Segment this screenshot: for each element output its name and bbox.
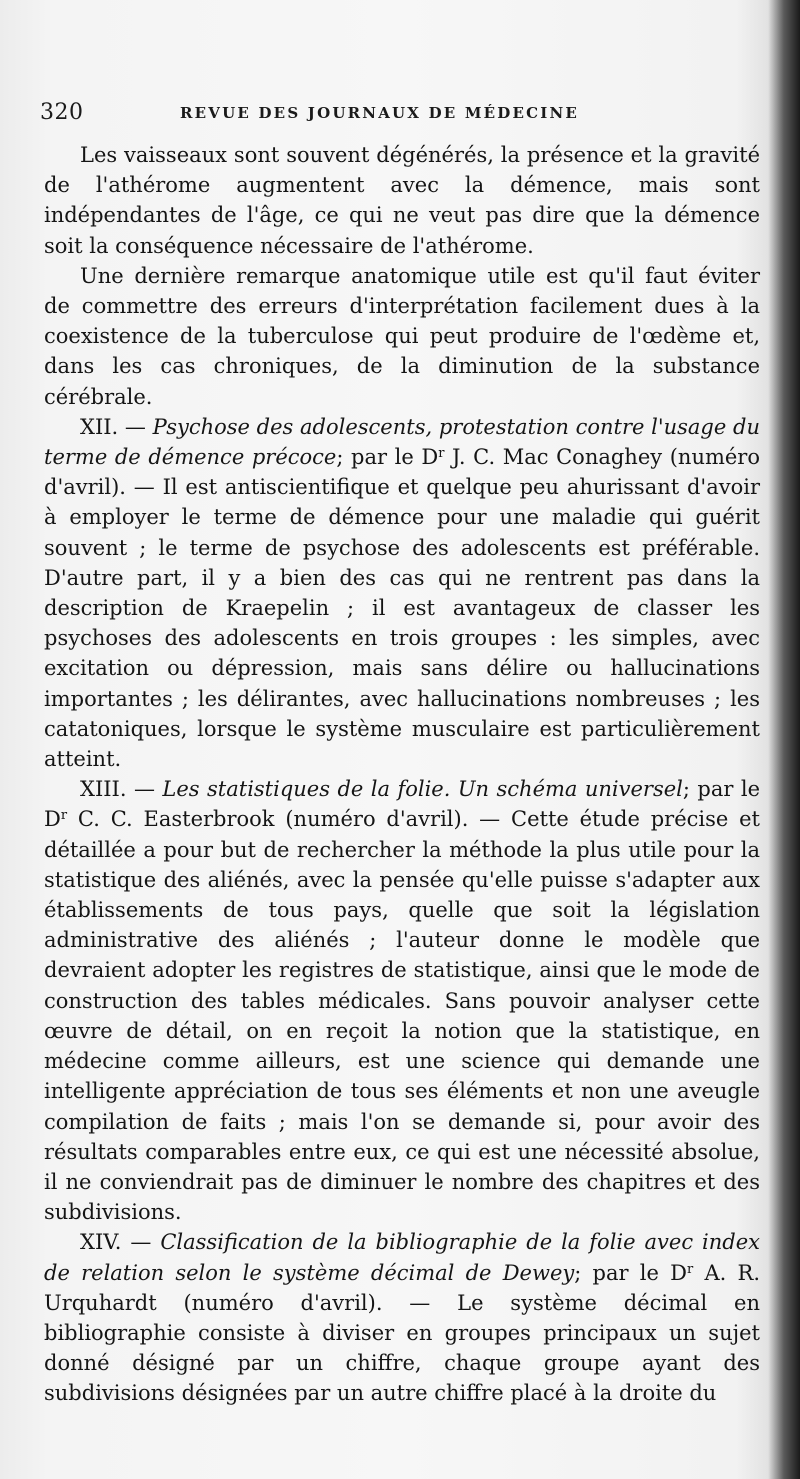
paragraph-vessels	[44, 140, 760, 261]
running-title: REVUE DES JOURNAUX DE MÉDECINE	[180, 104, 580, 122]
doctor-superscript: r	[60, 808, 68, 824]
doctor-superscript: r	[438, 446, 445, 462]
section-title: Psychose des adolescents, protestation contre l'usage du terme de démence précoce	[44, 414, 760, 470]
doctor-superscript: r	[687, 1261, 694, 1277]
section-text: Il est antiscientifique et quelque peu ahurissant d'avoir à employer le terme de démence pour une maladie qui guérit souvent ; le terme de psychose des adolescents est préférable. D'autre part, il y a bien des cas qui ne rentrent pas dans la description de Kraepelin ; il est avantageux de classer les psychoses des adolescents en trois groupes : les simples, avec excitation ou dépression, mais sans délire ou hallucinations importantes ; les délirantes, avec hallucinations nombreuses ; les catatoniques, lorsque le système musculaire est particulièrement atteint.	[44, 475, 760, 772]
byline-prefix: ; par le D	[44, 777, 760, 832]
section-number: XII. —	[80, 414, 146, 439]
section-text: Cette étude précise et détaillée a pour but de rechercher la méthode la plus utile pour la statistique des aliénés, avec la pensée qu'elle puisse s'adapter aux établissements de tous pays, quelle que soit la législation administrative des aliénés ; l'auteur donne le modèle que devraient adopter les registres de statistique, ainsi que le mode de construction des tables médicales. Sans pouvoir analyser cette œuvre de détail, on en reçoit la notion que la statistique, en médecine comme ailleurs, est une science qui demande une intelligente appréciation de tous ses éléments et non une aveugle compilation de faits ; mais l'on se demande si, pour avoir des résultats comparables entre eux, ce qui est une nécessité absolue, il ne conviendrait pas de diminuer le nombre des chapitres et des subdivisions.	[44, 807, 760, 1225]
page-number: 320	[40, 100, 84, 125]
section-number: XIII. —	[80, 777, 155, 802]
paragraph-text: Une dernière remarque anatomique utile est qu'il faut éviter de commettre des erreurs d'interprétation facilement dues à la coexistence de la tuberculose qui peut produire de l'œdème et, dans les cas chroniques, de la diminution de la substance cérébrale.	[44, 263, 760, 409]
section-number: XIV. —	[80, 1230, 152, 1255]
section-text: Le système décimal en bibliographie consiste à diviser en groupes principaux un sujet donné désigné par un chiffre, chaque groupe ayant des subdivisions désignées par un autre chiffre placé à la droite du	[44, 1290, 761, 1406]
byline-prefix: ; par le D	[336, 445, 439, 470]
byline-author: J. C. Mac Conaghey (numéro d'avril). —	[44, 445, 760, 500]
section-title: Les statistiques de la folie. Un schéma universel	[162, 777, 683, 802]
section-xiv	[44, 1227, 760, 1408]
page-header	[40, 100, 760, 130]
section-xii	[44, 412, 760, 774]
byline-prefix: ; par le D	[574, 1260, 687, 1285]
body-text	[44, 140, 760, 1409]
section-xiii	[44, 774, 760, 1227]
section-title: Classification de la bibliographie de la folie avec index de relation selon le système décimal de Dewey	[44, 1230, 760, 1285]
paragraph-anatomical-remark	[44, 261, 760, 412]
paragraph-text: Les vaisseaux sont souvent dégénérés, la présence et la gravité de l'athérome augmentent avec la démence, mais sont indépendantes de l'âge, ce qui ne veut pas dire que la démence soit la conséquence nécessaire de l'athérome.	[44, 143, 760, 258]
byline-author: C. C. Easterbrook (numéro d'avril). —	[67, 807, 512, 832]
byline-author: A. R. Urquhardt (numéro d'avril). —	[44, 1260, 760, 1315]
